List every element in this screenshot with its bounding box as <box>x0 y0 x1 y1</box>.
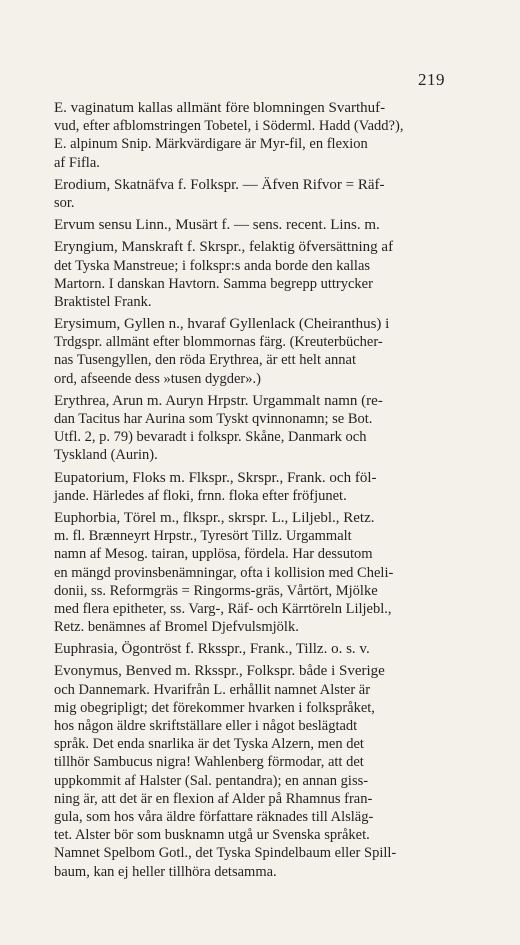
entry-line: m. fl. Brænneyrt Hrpstr., Tyresört Tillz. Urgammalt <box>54 528 352 545</box>
entry-line: tet. Alster bör som busknamn utgå ur Svenska språket. <box>54 827 370 844</box>
dictionary-entry <box>54 176 492 212</box>
entry-line: sor. <box>54 194 75 211</box>
entry-line: dan Tacitus har Aurina som Tyskt qvinnonamn; se Bot. <box>54 411 373 427</box>
entry-line: Euphrasia, Ögontröst f. Rksspr., Frank., Tillz. o. s. v. <box>54 641 370 658</box>
entry-line: Erodium, Skatnäfva f. Folkspr. — Äfven Rifvor = Räf- <box>54 176 385 193</box>
entry-line: uppkommit af Halster (Sal. pentandra); en annan giss- <box>54 772 369 789</box>
entry-line: baum, kan ej heller tillhöra detsamma. <box>54 863 277 880</box>
entry-line: Erythrea, Arun m. Auryn Hrpstr. Urgammalt namn (re- <box>54 392 383 409</box>
dictionary-entry <box>54 640 492 658</box>
entry-line: Trdgspr. allmänt efter blommornas färg. (Kreuterbücher- <box>54 334 383 351</box>
entry-line: nas Tusengyllen, den röda Erythrea, är ett helt annat <box>54 352 357 369</box>
dictionary-entry <box>54 469 492 505</box>
entry-line: jande. Härledes af floki, frnn. floka efter fröfjunet. <box>54 487 347 504</box>
entry-line: tillhör Sambucus nigra! Wahlenberg förmodar, att det <box>54 754 364 771</box>
entry-line: af Fifla. <box>54 154 100 171</box>
entry-line: Ervum sensu Linn., Musärt f. — sens. recent. Lins. m. <box>54 217 380 234</box>
dictionary-entry <box>54 238 492 311</box>
entry-line: donii, ss. Reformgräs = Ringorms-gräs, Vårtört, Mjölke <box>54 582 378 599</box>
dictionary-entry <box>54 392 492 465</box>
entry-line: namn af Mesog. tairan, upplösa, fördela. Har dessutom <box>54 546 373 563</box>
entry-line: Martorn. I danskan Havtorn. Samma begrepp uttrycker <box>54 275 373 292</box>
entry-line: Braktistel Frank. <box>54 293 152 310</box>
dictionary-entry <box>54 315 492 388</box>
entry-line: mig obegripligt; det förekommer hvarken i folkspråket, <box>54 699 375 716</box>
page-number: 219 <box>418 70 445 89</box>
entry-line: Eryngium, Manskraft f. Skrspr., felaktig öfversättning af <box>54 239 394 256</box>
page-text <box>54 99 492 881</box>
entry-line: Evonymus, Benved m. Rksspr., Folkspr. både i Sverige <box>54 663 385 680</box>
entry-line: Erysimum, Gyllen n., hvaraf Gyllenlack (Cheiranthus) i <box>54 316 390 333</box>
entry-line: Namnet Spelbom Gotl., det Tyska Spindelbaum eller Spill- <box>54 845 397 862</box>
dictionary-entry <box>54 662 492 880</box>
entry-line: med flera epitheter, ss. Varg-, Räf- och Kärrtöreln Liljebl., <box>54 600 392 617</box>
entry-line: Euphorbia, Törel m., flkspr., skrspr. L., Liljebl., Retz. <box>54 509 375 526</box>
entry-line: och Dannemark. Hvarifrån L. erhållit namnet Alster är <box>54 681 371 698</box>
entry-line: Tyskland (Aurin). <box>54 447 158 464</box>
entry-line: vud, efter afblomstringen Tobetel, i Söderml. Hadd (Vadd?), <box>54 118 404 135</box>
entry-line: gula, som hos våra äldre författare räknades till Alsläg- <box>54 808 374 825</box>
entry-line: språk. Det enda snarlika är det Tyska Alzern, men det <box>54 736 364 753</box>
entry-line: ord, afseende dess »tusen dygder».) <box>54 370 261 387</box>
entry-line: ning är, att det är en flexion af Alder på Rhamnus fran- <box>54 790 373 807</box>
entry-line: Utfl. 2, p. 79) bevaradt i folkspr. Skåne, Danmark och <box>54 429 367 446</box>
entry-line: Eupatorium, Floks m. Flkspr., Skrspr., Frank. och föl- <box>54 469 377 486</box>
entry-line: E. vaginatum kallas allmänt före blomningen Svarthuf- <box>54 100 386 116</box>
dictionary-entry <box>54 99 492 172</box>
entry-line: en mängd provinsbenämningar, ofta i kollision med Cheli- <box>54 564 394 581</box>
entry-line: E. alpinum Snip. Märkvärdigare är Myr-fil, en flexion <box>54 136 368 153</box>
dictionary-entry <box>54 216 492 234</box>
entry-line: hos någon äldre skriftställare eller i något beslägtadt <box>54 718 358 734</box>
entry-line: det Tyska Manstreue; i folkspr:s anda borde den kallas <box>54 257 371 274</box>
dictionary-entry <box>54 509 492 636</box>
entry-line: Retz. benämnes af Bromel Djefvulsmjölk. <box>54 619 299 636</box>
